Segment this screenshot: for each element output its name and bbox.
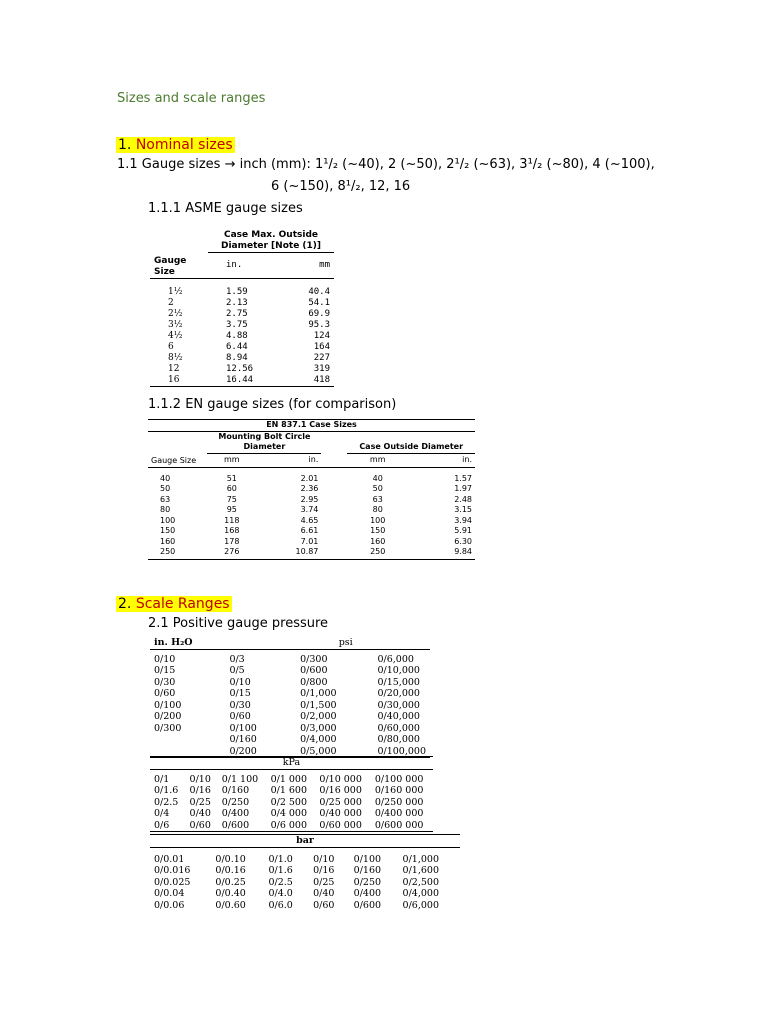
en-cell-in2: 1.57 [454,473,472,483]
asme-group-header-1: Case Max. Outside [223,230,318,240]
table-row [150,774,433,786]
asme-cell-mm: 54.1 [308,297,330,308]
en-cell-in1: 6.61 [300,526,319,535]
kpa-cell: 0/250 [221,796,250,808]
en-cell-in1: 2.01 [300,473,319,483]
en-cell-mm2: 150 [370,526,386,535]
kpa-cell: 0/4 000 [270,808,308,819]
en-col-mm1: mm [207,453,256,467]
table-row [148,516,475,527]
bar-cell: 0/16 [313,865,335,876]
bar-cell: 0/1.0 [268,853,293,865]
gauge-sizes-line-1: 1.1 Gauge sizes → inch (mm): 1¹/₂ (~40), 2 (~50), 2¹/₂ (~63), 3¹/₂ (~80), 4 (~100), [117,157,655,172]
asme-cell-size: 6 [168,341,174,352]
bar-cell: 0/0.06 [154,899,185,911]
psi-cell-1: 0/30 [229,699,251,711]
kpa-cell: 0/25 [189,796,211,808]
en-cell-mm1: 95 [226,505,237,514]
psi-cell-2: 0/300 [300,653,328,665]
bar-cell: 0/2,500 [402,876,439,888]
bar-cell: 0/0.04 [154,888,185,899]
psi-cell-2: 0/800 [300,676,328,688]
psi-cell-1: 0/10 [229,676,251,688]
en-heading: 1.1.2 EN gauge sizes (for comparison) [148,397,397,412]
bar-cell: 0/1,000 [402,853,439,865]
bar-cell: 0/0.025 [154,876,191,888]
section-2-heading [116,593,232,612]
en-group-2: Case Outside Diameter [347,442,475,453]
en-cell-mm1: 168 [224,526,240,535]
asme-cell-size: 12 [168,363,180,374]
table-row [148,474,475,485]
en-cell-mm2: 100 [370,515,386,525]
kpa-header: kPa [150,757,433,770]
table-row [150,309,334,320]
en-cell-size: 50 [160,484,171,493]
inh2o-cell: 0/10 [154,653,176,665]
asme-cell-mm: 418 [286,375,334,387]
kpa-cell: 0/2.5 [154,796,179,808]
psi-cell-3: 0/15,000 [377,676,420,688]
table-row [150,820,433,832]
en-cell-in1: 4.65 [300,515,319,525]
kpa-cell: 0/400 000 [374,808,424,819]
kpa-cell: 0/25 000 [319,796,362,808]
en-cell-in2: 1.97 [454,484,472,493]
en-cell-mm2: 250 [370,547,386,556]
en-cell-size: 63 [160,494,171,504]
psi-cell-2: 0/3,000 [300,722,337,734]
section-1-label: Nominal sizes [135,137,233,153]
en-col-in2: in. [408,453,475,467]
asme-cell-mm: 319 [313,363,330,374]
bar-cell: 0/4,000 [402,888,439,899]
inh2o-cell: 0/300 [154,722,182,734]
table-row [150,677,430,689]
en-cell-mm1: 178 [224,536,240,546]
psi-cell-3: 0/10,000 [377,665,420,676]
en-group-1b: Diameter [207,442,321,453]
kpa-cell: 0/60 [186,820,218,832]
asme-cell-in: 3.75 [226,319,248,330]
kpa-cell: 0/160 000 [374,785,424,796]
en-cell-mm2: 40 [372,473,383,483]
table-row [150,785,433,797]
en-cell-in2: 3.15 [454,505,472,514]
bar-cell: 0/160 [353,865,382,876]
en-cell-size: 160 [160,536,176,546]
bar-cell: 0/0.25 [215,876,246,888]
en-cell-mm1: 118 [224,515,240,525]
asme-cell-in: 4.88 [226,330,248,341]
asme-cell-size: 4½ [168,330,183,341]
asme-cell-in: 2.75 [226,308,248,319]
asme-heading: 1.1.1 ASME gauge sizes [148,201,303,216]
psi-cell-1: 0/5 [229,665,245,676]
inh2o-cell: 0/60 [154,688,176,699]
asme-cell-size: 1½ [168,286,183,297]
asme-cell-in: 8.94 [226,352,248,363]
kpa-cell: 0/400 [221,808,250,819]
psi-cell-3: 0/80,000 [377,734,420,745]
asme-cell-mm: 69.9 [308,308,330,319]
psi-table [150,637,430,758]
kpa-cell: 0/6 000 [267,820,316,832]
psi-cell-3: 0/40,000 [377,711,420,722]
table-row [150,797,433,809]
en-cell-mm1: 276 [224,547,240,556]
table-row [150,700,430,712]
kpa-cell: 0/10 000 [319,773,362,785]
en-cell-size: 40 [160,473,171,483]
positive-pressure-heading: 2.1 Positive gauge pressure [148,616,329,631]
en-cell-in1: 3.74 [300,505,319,514]
table-row [148,505,475,516]
en-cell-in2: 5.91 [454,526,472,535]
table-row [150,711,430,723]
asme-cell-mm: 40.4 [308,286,330,297]
asme-cell-size: 8½ [168,352,183,363]
table-row [150,665,430,677]
section-2-number: 2. [118,596,132,612]
en-cell-size: 100 [160,515,176,525]
en-cell-mm2: 160 [370,536,386,546]
kpa-cell: 0/1 100 [221,773,259,785]
asme-cell-in: 12.56 [226,363,254,374]
psi-cell-3: 0/100,000 [373,746,430,758]
kpa-cell: 0/1 [154,773,170,785]
asme-table [150,230,334,387]
inh2o-cell: 0/200 [154,711,182,722]
en-table [148,419,475,560]
asme-col-in: in. [208,253,286,279]
kpa-cell: 0/100 000 [374,773,424,785]
en-cell-size: 80 [160,505,171,514]
psi-cell-3: 0/20,000 [377,688,420,699]
psi-cell-2: 0/600 [300,665,328,676]
en-col-size: Gauge Size [148,453,207,467]
asme-group-header-2: Diameter [Note (1)] [208,241,334,253]
en-cell-in1: 2.36 [300,484,319,493]
table-row [150,723,430,735]
en-cell-size: 150 [160,526,176,535]
table-row [150,865,460,877]
asme-cell-in: 16.44 [208,375,286,387]
kpa-cell: 0/10 [189,773,211,785]
psi-header: psi [225,637,430,649]
kpa-cell: 0/1.6 [154,785,179,796]
table-row [150,320,334,331]
en-cell-mm1: 60 [226,484,237,493]
asme-cell-mm: 95.3 [308,319,330,330]
table-row [150,375,334,387]
bar-cell: 0/25 [313,876,335,888]
section-1-heading [116,134,235,153]
kpa-cell: 0/16 [189,785,211,796]
psi-cell-2: 0/2,000 [300,711,337,722]
table-row [150,364,334,375]
kpa-cell: 0/6 [150,820,186,832]
psi-cell-1: 0/15 [229,688,251,699]
gauge-sizes-line-2: 6 (~150), 8¹/₂, 12, 16 [271,179,411,194]
psi-cell-3: 0/30,000 [377,699,420,711]
asme-cell-size: 2½ [168,308,183,319]
inh2o-cell: 0/30 [154,676,176,688]
psi-cell-1: 0/200 [225,746,296,758]
psi-cell-1: 0/160 [229,734,257,745]
psi-cell-2: 0/4,000 [300,734,337,745]
table-row [148,526,475,537]
bar-cell: 0/1.6 [268,865,293,876]
asme-cell-size: 2 [168,297,174,308]
en-col-mm2: mm [347,453,408,467]
bar-cell: 0/0.40 [215,888,246,899]
table-row [150,654,430,666]
asme-cell-mm: 227 [313,352,330,363]
bar-cell: 0/0.16 [215,865,246,876]
en-col-in1: in. [256,453,321,467]
asme-cell-size: 3½ [168,319,183,330]
table-row [150,331,334,342]
en-cell-in1: 10.87 [295,547,319,556]
kpa-cell: 0/1 600 [270,785,308,796]
table-row [148,495,475,506]
bar-cell: 0/0.01 [154,853,185,865]
table-row [148,547,475,558]
asme-col-size: Gauge Size [150,253,208,279]
bar-cell: 0/0.10 [215,853,246,865]
asme-cell-size: 16 [150,375,208,387]
table-row [150,298,334,309]
asme-cell-in: 2.13 [226,297,248,308]
en-table-title: EN 837.1 Case Sizes [148,420,475,432]
asme-cell-mm: 124 [313,330,330,341]
table-row [150,854,460,866]
table-row [150,734,430,746]
page-title: Sizes and scale ranges [117,91,266,106]
en-cell-in1: 2.95 [300,494,319,504]
bar-cell: 0/60 [313,899,335,911]
kpa-cell: 0/250 000 [374,796,424,808]
kpa-cell: 0/60 000 [315,820,370,832]
kpa-table [150,756,433,832]
en-cell-in2: 6.30 [454,536,472,546]
en-cell-mm1: 75 [226,494,237,504]
en-cell-mm2: 80 [372,505,383,514]
section-2-label: Scale Ranges [135,596,230,612]
kpa-cell: 0/160 [221,785,250,796]
inh2o-cell: 0/15 [154,665,176,676]
psi-cell-2: 0/1,000 [300,688,337,699]
table-row [150,342,334,353]
kpa-cell: 0/40 [189,808,211,819]
kpa-cell: 0/4 [154,808,170,819]
table-row [148,484,475,495]
asme-cell-in: 1.59 [226,286,248,297]
section-1-number: 1. [118,137,132,153]
asme-col-mm: mm [286,253,334,279]
bar-cell: 0/10 [313,853,335,865]
bar-cell: 0/400 [353,888,382,899]
bar-cell: 0/6.0 [268,899,293,911]
bar-cell: 0/40 [313,888,335,899]
en-cell-in2: 9.84 [454,547,472,556]
bar-table [150,834,460,911]
psi-cell-1: 0/60 [229,711,251,722]
bar-cell: 0/250 [353,876,382,888]
table-row [150,888,460,900]
psi-cell-3: 0/6,000 [377,653,414,665]
kpa-cell: 0/40 000 [319,808,362,819]
en-cell-mm2: 50 [372,484,383,493]
en-cell-size: 250 [160,547,176,556]
en-group-1a: Mounting Bolt Circle [218,431,311,441]
bar-cell: 0/1,600 [402,865,439,876]
bar-cell: 0/6,000 [402,899,439,911]
inh2o-header: in. H₂O [150,637,225,649]
en-cell-in2: 2.48 [454,494,472,504]
table-row [150,688,430,700]
bar-header: bar [150,835,460,848]
kpa-cell: 0/1 000 [270,773,308,785]
en-cell-in1: 7.01 [300,536,319,546]
kpa-cell: 0/2 500 [270,796,308,808]
psi-cell-1: 0/100 [229,722,257,734]
table-row [148,537,475,548]
kpa-cell: 0/600 000 [371,820,433,832]
table-row [150,808,433,820]
psi-cell-2: 0/5,000 [296,746,373,758]
kpa-cell: 0/600 [218,820,267,832]
table-row [150,900,460,912]
en-cell-mm2: 63 [372,494,383,504]
asme-cell-mm: 164 [313,341,330,352]
inh2o-cell: 0/100 [154,699,182,711]
bar-cell: 0/2.5 [268,876,293,888]
bar-cell: 0/600 [353,899,382,911]
bar-cell: 0/0.016 [154,865,191,876]
psi-cell-1: 0/3 [229,653,245,665]
table-row [150,287,334,298]
bar-cell: 0/0.60 [215,899,246,911]
bar-cell: 0/100 [353,853,382,865]
asme-cell-in: 6.44 [226,341,248,352]
psi-cell-3: 0/60,000 [377,722,420,734]
bar-cell: 0/4.0 [268,888,293,899]
table-row [150,877,460,889]
en-cell-mm1: 51 [226,473,237,483]
psi-cell-2: 0/1,500 [300,699,337,711]
en-cell-in2: 3.94 [454,515,472,525]
table-row [150,353,334,364]
kpa-cell: 0/16 000 [319,785,362,796]
